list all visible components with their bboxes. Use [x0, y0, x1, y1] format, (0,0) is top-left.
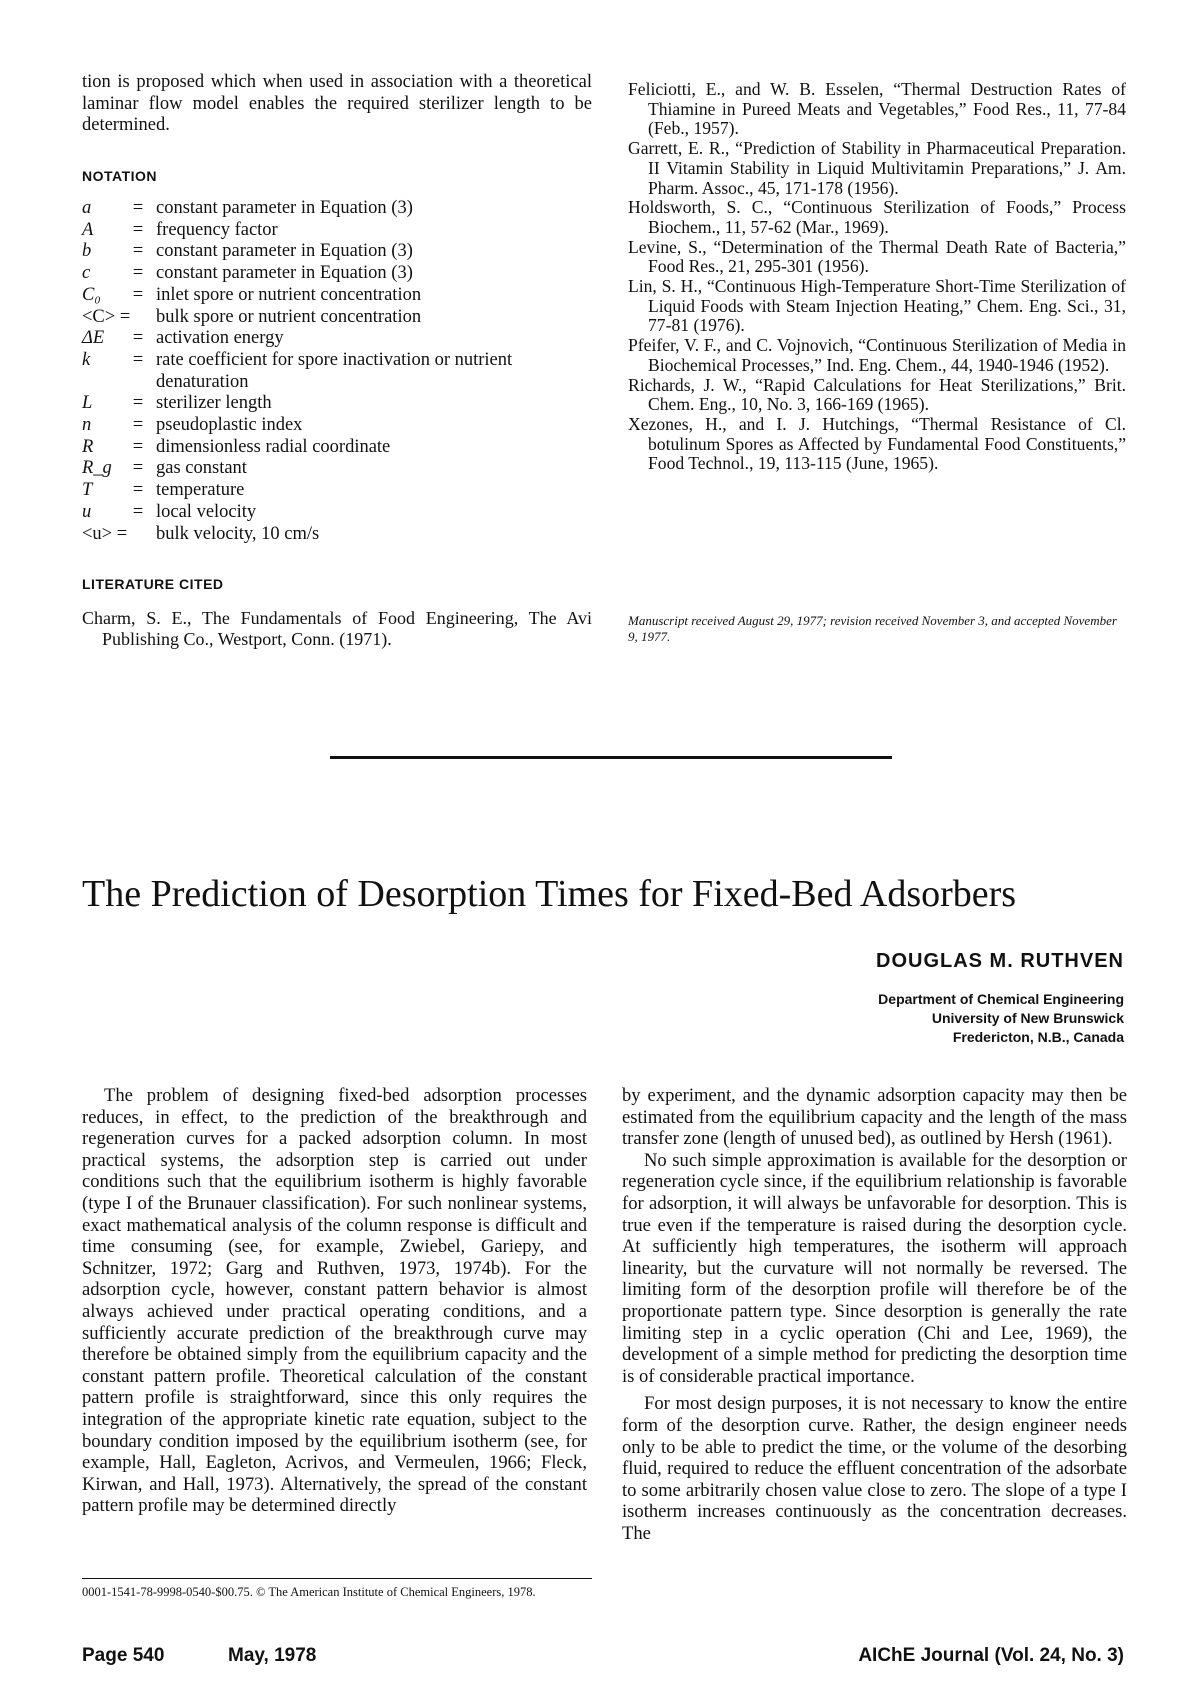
notation-definition: bulk velocity, 10 cm/s [156, 523, 320, 544]
notation-symbol: b [82, 241, 92, 262]
notation-definition: constant parameter in Equation (3) [156, 241, 413, 262]
notation-equals: = [132, 480, 144, 501]
reference-entry: Holdsworth, S. C., “Continuous Sterilization of Foods,” Process Biochem., 11, 57-62 (Mar., 1969). [628, 197, 1126, 237]
notation-definition: dimensionless radial coordinate [156, 436, 391, 457]
affiliation-line: University of New Brunswick [931, 1010, 1124, 1026]
notation-symbol: k [82, 349, 91, 370]
author-affiliation [878, 990, 1124, 1047]
notation-definition: inlet spore or nutrient concentration [156, 284, 422, 305]
article-author: DOUGLAS M. RUTHVEN [876, 950, 1124, 972]
reference-entry: Charm, S. E., The Fundamentals of Food Engineering, The Avi Publishing Co., Westport, Conn. (1971). [82, 608, 592, 649]
reference-entry: Xezones, H., and I. J. Hutchings, “Thermal Resistance of Cl. botulinum Spores as Affected by Fundamental Food Constituents,” Food Technol., 19, 113-115 (June, 1965). [628, 413, 1126, 474]
reference-entry: Richards, J. W., “Rapid Calculations for Heat Sterilizations,” Brit. Chem. Eng., 10, No. 3, 166-169 (1965). [628, 374, 1126, 415]
intro-text: tion is proposed which when used in association with a theoretical laminar flow model enables the required sterilizer length to be determined. [82, 72, 592, 135]
notation-equals: = [132, 328, 144, 349]
notation-row [82, 198, 592, 220]
body-left-column [82, 1085, 587, 1517]
notation-row [82, 480, 592, 502]
notation-list [82, 198, 592, 545]
notation-row [82, 220, 592, 242]
body-paragraph: The problem of designing fixed-bed adsorption processes reduces, in effect, to the prediction of the breakthrough and regeneration curves for a packed adsorption column. In most practical systems, the adsorption step is carried out under conditions such that the equilibrium isotherm is highly favorable (type I of the Brunauer classification). For such nonlinear systems, exact mathematical analysis of the column response is difficult and time consuming (see, for example, Zwiebel, Gariepy, and Schnitzer, 1972; Garg and Ruthven, 1973, 1974b). For the adsorption cycle, however, constant pattern behavior is almost always achieved under practical operating conditions, and a sufficiently accurate prediction of the breakthrough curve may therefore be obtained simply from the equilibrium capacity and the constant pattern profile. Theoretical calculation of the constant pattern profile is straightforward, since this only requires the integration of the appropriate kinetic rate equation, subject to the boundary condition imposed by the equilibrium isotherm (see, for example, Hall, Eagleton, Acrivos, and Vermeulen, 1966; Fleck, Kirwan, and Hall, 1973). Alternatively, the spread of the constant pattern profile may be determined directly [82, 1085, 587, 1517]
section-divider [330, 756, 892, 759]
notation-equals: = [132, 458, 144, 479]
notation-symbol: L [82, 393, 93, 414]
notation-equals: = [132, 393, 144, 414]
notation-row [82, 502, 592, 524]
notation-equals: = [132, 436, 144, 457]
notation-definition: temperature [156, 480, 245, 501]
copyright-footnote: 0001-1541-78-9998-0540-$00.75. © The American Institute of Chemical Engineers, 1978. [82, 1585, 536, 1599]
notation-equals: = [132, 284, 144, 305]
reference-entry: Levine, S., “Determination of the Thermal Death Rate of Bacteria,” Food Res., 21, 295-301 (1956). [628, 236, 1126, 277]
notation-symbol: <u> = [82, 523, 128, 544]
notation-row [82, 263, 592, 285]
body-right-column [622, 1085, 1127, 1544]
notation-symbol: C₀ [82, 284, 101, 305]
notation-definition: bulk spore or nutrient concentration [156, 306, 422, 327]
notation-symbol: u [82, 501, 92, 522]
notation-row [82, 524, 592, 546]
notation-definition: constant parameter in Equation (3) [156, 263, 413, 284]
affiliation-line: Fredericton, N.B., Canada [952, 1029, 1124, 1045]
references-right [628, 80, 1126, 474]
body-paragraph: For most design purposes, it is not necessary to know the entire form of the desorption curve. Rather, the design engineer needs only to be able to predict the time, or the volume of the desorbing fluid, required to reduce the effluent concentration of the adsorbate to some arbitrarily chosen value close to zero. The slope of a type I isotherm increases continuously as the concentration decreases. The [622, 1393, 1127, 1544]
notation-definition: pseudoplastic index [156, 415, 303, 436]
top-left-column [82, 72, 592, 137]
notation-definition: rate coefficient for spore inactivation or nutrient denaturation [156, 349, 513, 392]
notation-symbol: n [82, 415, 92, 436]
notation-symbol: R_g [82, 458, 112, 479]
notation-row [82, 328, 592, 350]
footer-date: May, 1978 [228, 1645, 317, 1666]
affiliation-line: Department of Chemical Engineering [878, 991, 1124, 1007]
notation-equals: = [132, 501, 144, 522]
notation-row [82, 415, 592, 437]
notation-row [82, 393, 592, 415]
reference-entry: Pfeifer, V. F., and C. Vojnovich, “Continuous Sterilization of Media in Biochemical Processes,” Ind. Eng. Chem., 44, 1940-1946 (1952). [628, 335, 1126, 375]
notation-symbol: a [82, 198, 92, 218]
notation-definition: activation energy [156, 328, 284, 349]
notation-definition: frequency factor [156, 219, 278, 240]
notation-definition: constant parameter in Equation (3) [156, 198, 413, 218]
notation-row [82, 285, 592, 307]
notation-symbol: c [82, 263, 91, 284]
notation-equals: = [132, 241, 144, 262]
notation-definition: sterilizer length [156, 393, 272, 414]
footnote-rule [82, 1578, 592, 1579]
notation-symbol: A [82, 219, 94, 240]
notation-equals: = [132, 219, 144, 240]
notation-heading: NOTATION [82, 168, 158, 184]
notation-definition: local velocity [156, 501, 257, 522]
notation-symbol: ΔE [82, 328, 105, 349]
footer-page: Page 540 [82, 1645, 165, 1666]
notation-row [82, 437, 592, 459]
manuscript-note: Manuscript received August 29, 1977; revision received November 3, and accepted November 9, 1977. [628, 613, 1117, 644]
reference-entry: Lin, S. H., “Continuous High-Temperature Short-Time Sterilization of Liquid Foods with Steam Injection Heating,” Chem. Eng. Sci., 31, 77-81 (1976). [628, 276, 1126, 336]
literature-left [82, 608, 592, 650]
notation-equals: = [132, 198, 144, 218]
notation-row [82, 241, 592, 263]
body-paragraph: by experiment, and the dynamic adsorption capacity may then be estimated from the equilibrium capacity and the length of the mass transfer zone (length of unused bed), as outlined by Hersh (1961). [622, 1085, 1127, 1150]
notation-equals: = [132, 349, 144, 370]
footer-journal: AIChE Journal (Vol. 24, No. 3) [858, 1645, 1124, 1666]
notation-row [82, 458, 592, 480]
notation-equals: = [132, 263, 144, 284]
reference-entry: Garrett, E. R., “Prediction of Stability in Pharmaceutical Preparation. II Vitamin Stability in Liquid Multivitamin Preparations,” J. Am. Pharm. Assoc., 45, 171-178 (1956). [628, 138, 1126, 198]
reference-entry: Feliciotti, E., and W. B. Esselen, “Thermal Destruction Rates of Thiamine in Pureed Meats and Vegetables,” Food Res., 11, 77-84 (Feb., 1957). [628, 79, 1126, 139]
notation-symbol: T [82, 480, 93, 501]
notation-definition: gas constant [156, 458, 247, 479]
article-title: The Prediction of Desorption Times for Fixed-Bed Adsorbers [82, 873, 1017, 915]
notation-row [82, 350, 592, 393]
literature-heading: LITERATURE CITED [82, 576, 224, 592]
notation-symbol: R [82, 436, 94, 457]
notation-symbol: <C> = [82, 306, 131, 327]
notation-equals: = [132, 415, 144, 436]
notation-row [82, 307, 592, 329]
body-paragraph: No such simple approximation is available for the desorption or regeneration cycle since, if the equilibrium relationship is favorable for adsorption, it will always be unfavorable for desorption. This is true even if the temperature is raised during the desorption cycle. At sufficiently high temperatures, the isotherm will approach linearity, but the curvature will not normally be reversed. The limiting form of the desorption profile will therefore be of the proportionate pattern type. Since desorption is generally the rate limiting step in a cyclic operation (Chi and Lee, 1969), the development of a simple method for predicting the desorption time is of considerable practical importance. [622, 1149, 1127, 1387]
